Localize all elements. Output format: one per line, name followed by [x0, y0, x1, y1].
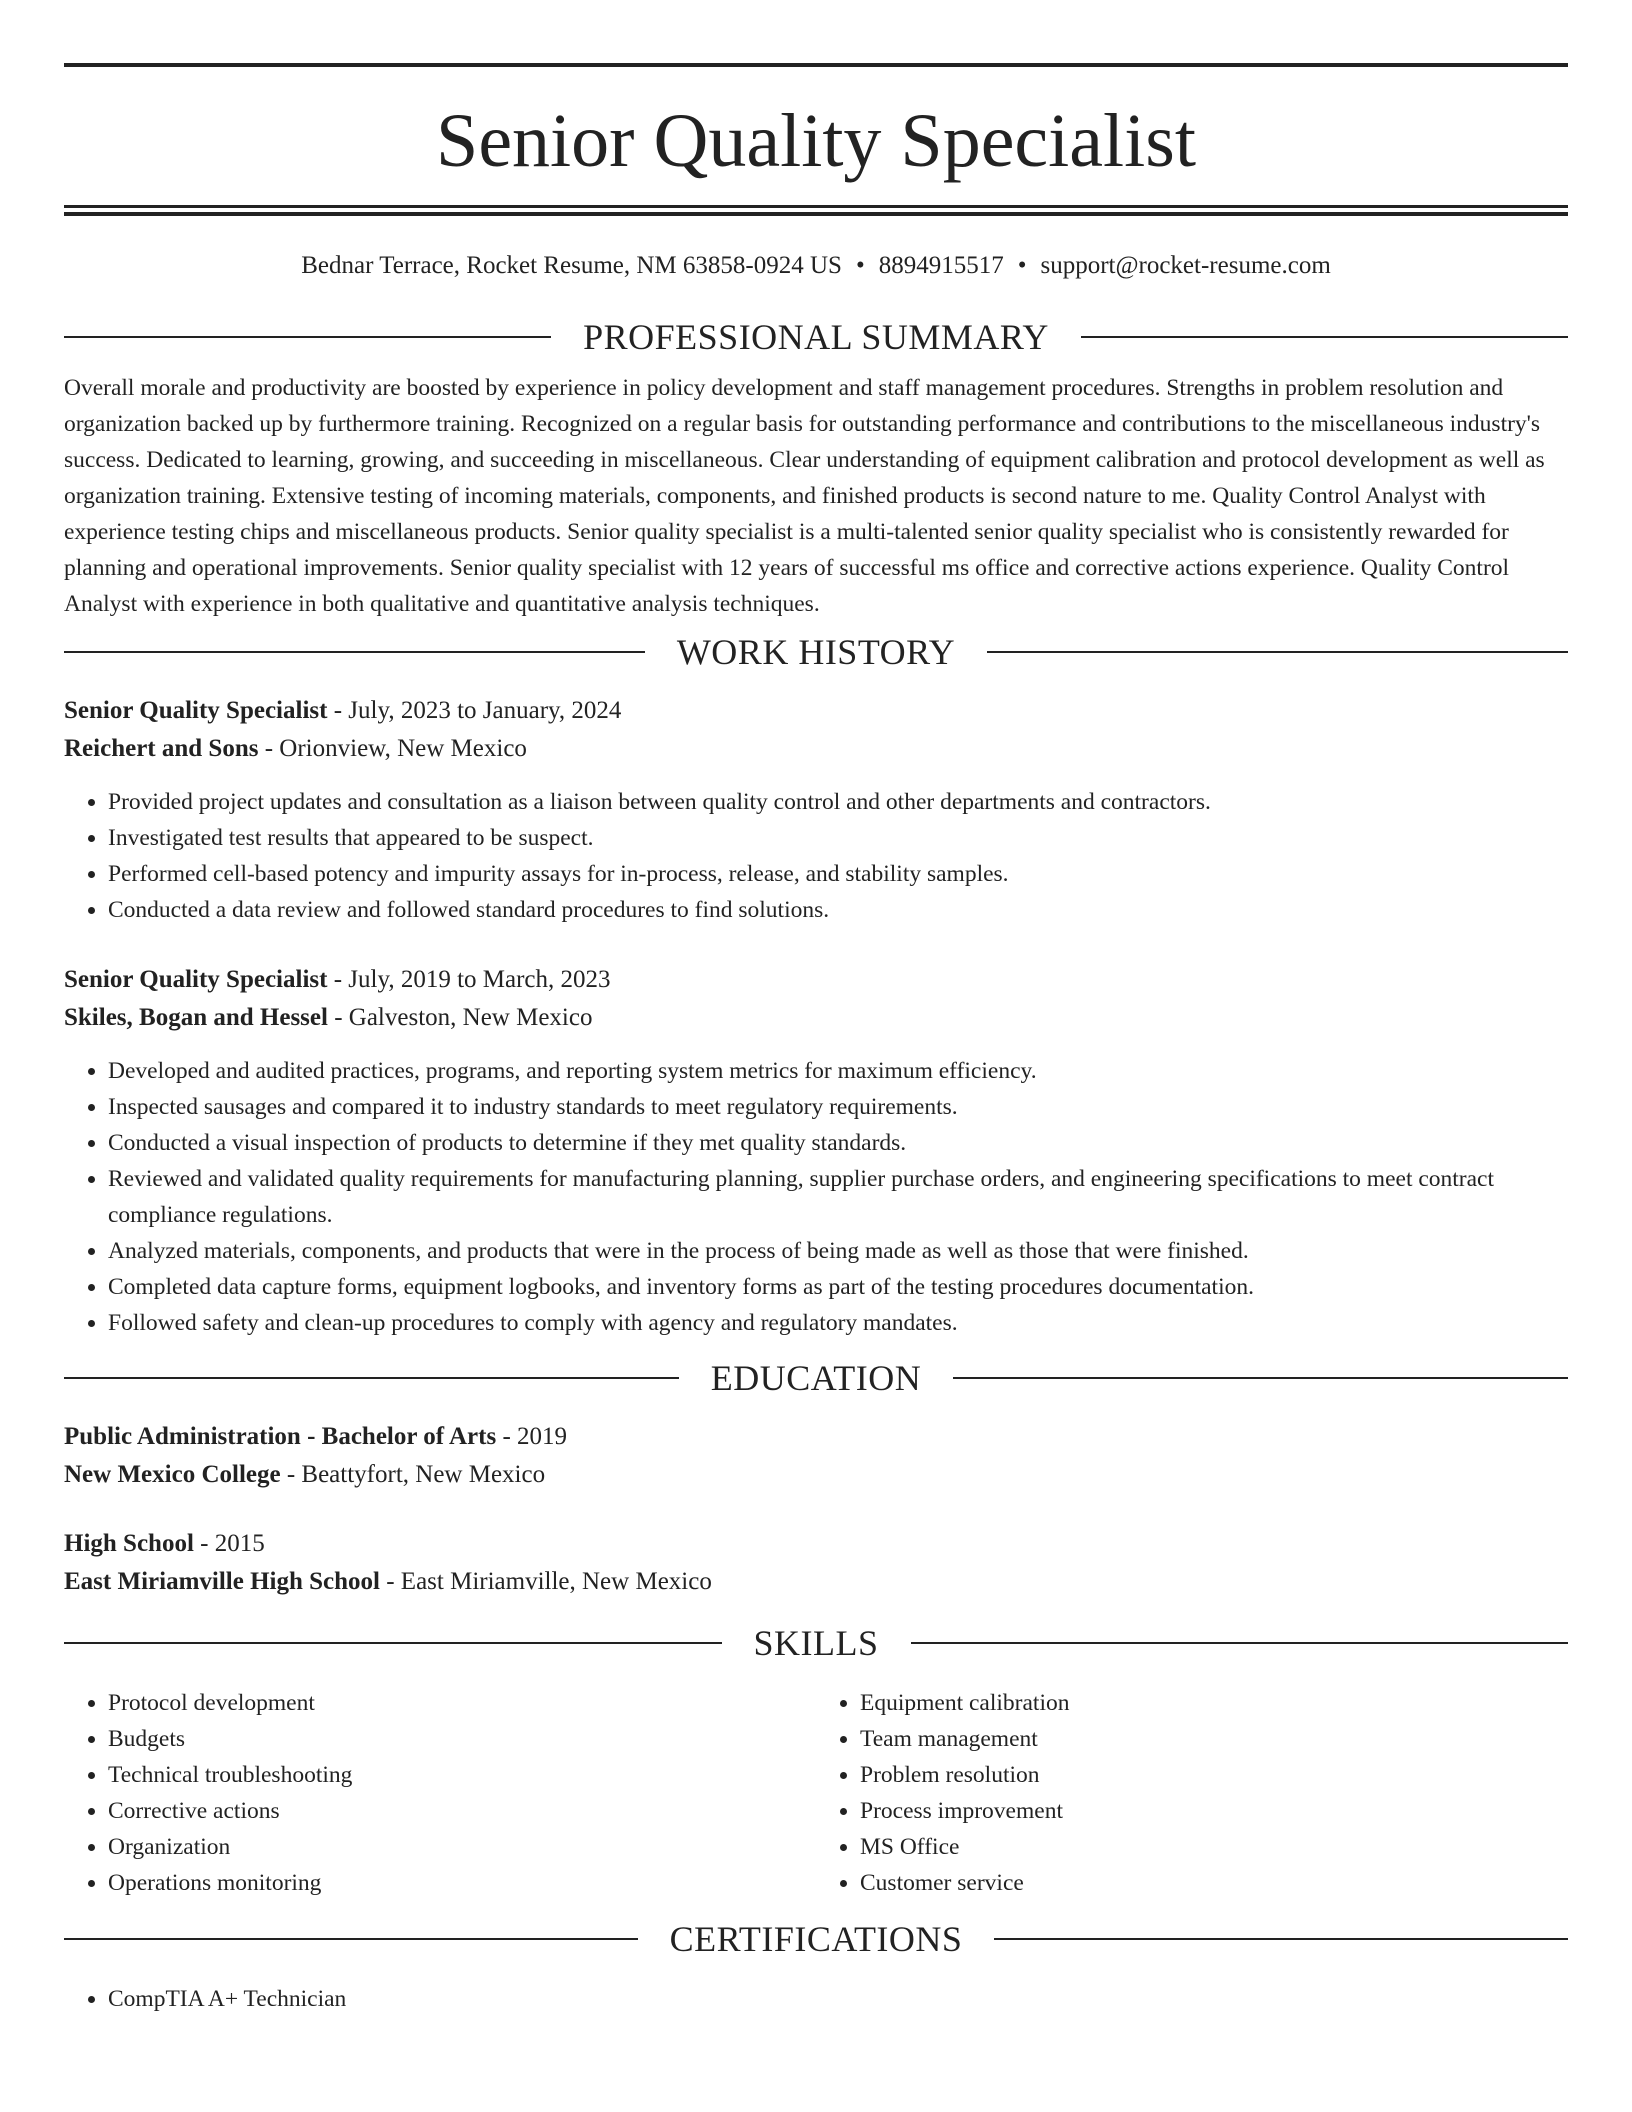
job-bullets	[64, 1053, 1568, 1341]
school-location: - Beattyfort, New Mexico	[280, 1461, 546, 1488]
list-item: • Conducted a data review and followed standard procedures to find solutions.	[108, 892, 1568, 928]
job-dates: - July, 2019 to March, 2023	[327, 966, 611, 993]
school: East Miriamville High School	[64, 1568, 380, 1595]
education-heading-label: EDUCATION	[710, 1358, 922, 1398]
contact-address: Bednar Terrace, Rocket Resume, NM 63858-0924 US	[301, 252, 842, 279]
top-rule	[64, 63, 1568, 67]
skills-heading-label: SKILLS	[753, 1623, 879, 1663]
degree: Public Administration - Bachelor of Arts	[64, 1423, 497, 1450]
list-item: • Completed data capture forms, equipment logbooks, and inventory forms as part of the testing procedures documentation.	[108, 1269, 1568, 1305]
list-item: • Performed cell-based potency and impurity assays for in-process, release, and stability samples.	[108, 856, 1568, 892]
degree-year: - 2019	[496, 1423, 568, 1450]
list-item: • CompTIA A+ Technician	[108, 1981, 1568, 2017]
list-item: • Investigated test results that appeared to be suspect.	[108, 820, 1568, 856]
certifications-heading	[64, 1919, 1568, 1959]
list-item: • Organization	[108, 1829, 816, 1865]
job-company: Reichert and Sons	[64, 735, 259, 762]
list-item: • Process improvement	[860, 1793, 1568, 1829]
heading-rule-right	[1081, 336, 1568, 338]
work-heading-label: WORK HISTORY	[676, 632, 956, 672]
list-item: • Team management	[860, 1721, 1568, 1757]
list-item: • Conducted a visual inspection of products to determine if they met quality standards.	[108, 1125, 1568, 1161]
contact-line	[64, 250, 1568, 282]
skills-right-list	[816, 1685, 1568, 1901]
certifications-heading-label: CERTIFICATIONS	[669, 1919, 963, 1959]
job-title: Senior Quality Specialist	[64, 697, 328, 724]
degree: High School	[64, 1530, 194, 1557]
job-location: - Orionview, New Mexico	[258, 735, 527, 762]
summary-heading	[64, 317, 1568, 357]
skills-heading	[64, 1623, 1568, 1663]
skills-left-list	[64, 1685, 816, 1901]
list-item: • Technical troubleshooting	[108, 1757, 816, 1793]
job-location: - Galveston, New Mexico	[327, 1004, 593, 1031]
school-location: - East Miriamville, New Mexico	[379, 1568, 712, 1595]
list-item: • MS Office	[860, 1829, 1568, 1865]
work-heading	[64, 632, 1568, 672]
list-item: • Followed safety and clean-up procedures to comply with agency and regulatory mandates.	[108, 1305, 1568, 1341]
list-item: • Customer service	[860, 1865, 1568, 1901]
list-item: • Reviewed and validated quality requirements for manufacturing planning, supplier purchase orders, and engineering specifications to meet contract compliance regulations.	[108, 1161, 1568, 1233]
list-item: • Equipment calibration	[860, 1685, 1568, 1721]
heading-rule-right	[953, 1377, 1568, 1379]
heading-rule-right	[994, 1938, 1568, 1940]
job-company-line	[64, 730, 1568, 768]
degree-year: - 2015	[193, 1530, 265, 1557]
list-item: • Corrective actions	[108, 1793, 816, 1829]
list-item: • Developed and audited practices, programs, and reporting system metrics for maximum efficiency.	[108, 1053, 1568, 1089]
job-title-line	[64, 692, 1568, 730]
heading-rule-left	[64, 651, 645, 653]
degree-line	[64, 1418, 1568, 1456]
job-title-line	[64, 961, 1568, 999]
job-title: Senior Quality Specialist	[64, 966, 328, 993]
list-item: • Analyzed materials, components, and products that were in the process of being made as well as those that were finished.	[108, 1233, 1568, 1269]
school-line	[64, 1563, 1568, 1601]
school-line	[64, 1456, 1568, 1494]
certifications-list	[64, 1981, 1568, 2017]
list-item: • Operations monitoring	[108, 1865, 816, 1901]
job-company: Skiles, Bogan and Hessel	[64, 1004, 328, 1031]
heading-rule-right	[987, 651, 1568, 653]
school: New Mexico College	[64, 1461, 281, 1488]
list-item: • Problem resolution	[860, 1757, 1568, 1793]
heading-rule-left	[64, 1377, 679, 1379]
title-double-rule	[64, 205, 1568, 216]
list-item: • Budgets	[108, 1721, 816, 1757]
heading-rule-left	[64, 1938, 638, 1940]
job-entry	[64, 692, 1568, 928]
education-entry	[64, 1525, 1568, 1601]
contact-separator: •	[855, 252, 865, 279]
heading-rule-left	[64, 1642, 722, 1644]
contact-phone: 8894915517	[878, 252, 1004, 279]
list-item: • Provided project updates and consultation as a liaison between quality control and other departments and contractors.	[108, 784, 1568, 820]
job-bullets	[64, 784, 1568, 928]
job-company-line	[64, 999, 1568, 1037]
heading-rule-right	[911, 1642, 1569, 1644]
job-entry	[64, 961, 1568, 1341]
education-entry	[64, 1418, 1568, 1494]
contact-email: support@rocket-resume.com	[1040, 252, 1331, 279]
education-heading	[64, 1358, 1568, 1398]
resume-title: Senior Quality Specialist	[436, 99, 1196, 183]
summary-heading-label: PROFESSIONAL SUMMARY	[583, 317, 1049, 357]
list-item: • Inspected sausages and compared it to industry standards to meet regulatory requirements.	[108, 1089, 1568, 1125]
heading-rule-left	[64, 336, 551, 338]
degree-line	[64, 1525, 1568, 1563]
summary-text: Overall morale and productivity are boosted by experience in policy development and staff management procedures. Strengths in problem resolution and organization backed up by furthermore training. Recognized on a regular basis for outstanding performance and contributions to the miscellaneous industry's success. Dedicated to learning, growing, and succeeding in miscellaneous. Clear understanding of equipment calibration and protocol development as well as organization training. Extensive testing of incoming materials, components, and finished products is second nature to me. Quality Control Analyst with experience testing chips and miscellaneous products. Senior quality specialist is a multi-talented senior quality specialist who is consistently rewarded for planning and operational improvements. Senior quality specialist with 12 years of successful ms office and corrective actions experience. Quality Control Analyst with experience in both qualitative and quantitative analysis techniques.	[64, 375, 1545, 617]
contact-separator: •	[1017, 252, 1027, 279]
skills-columns	[64, 1685, 1568, 1901]
list-item: • Protocol development	[108, 1685, 816, 1721]
job-dates: - July, 2023 to January, 2024	[327, 697, 622, 724]
